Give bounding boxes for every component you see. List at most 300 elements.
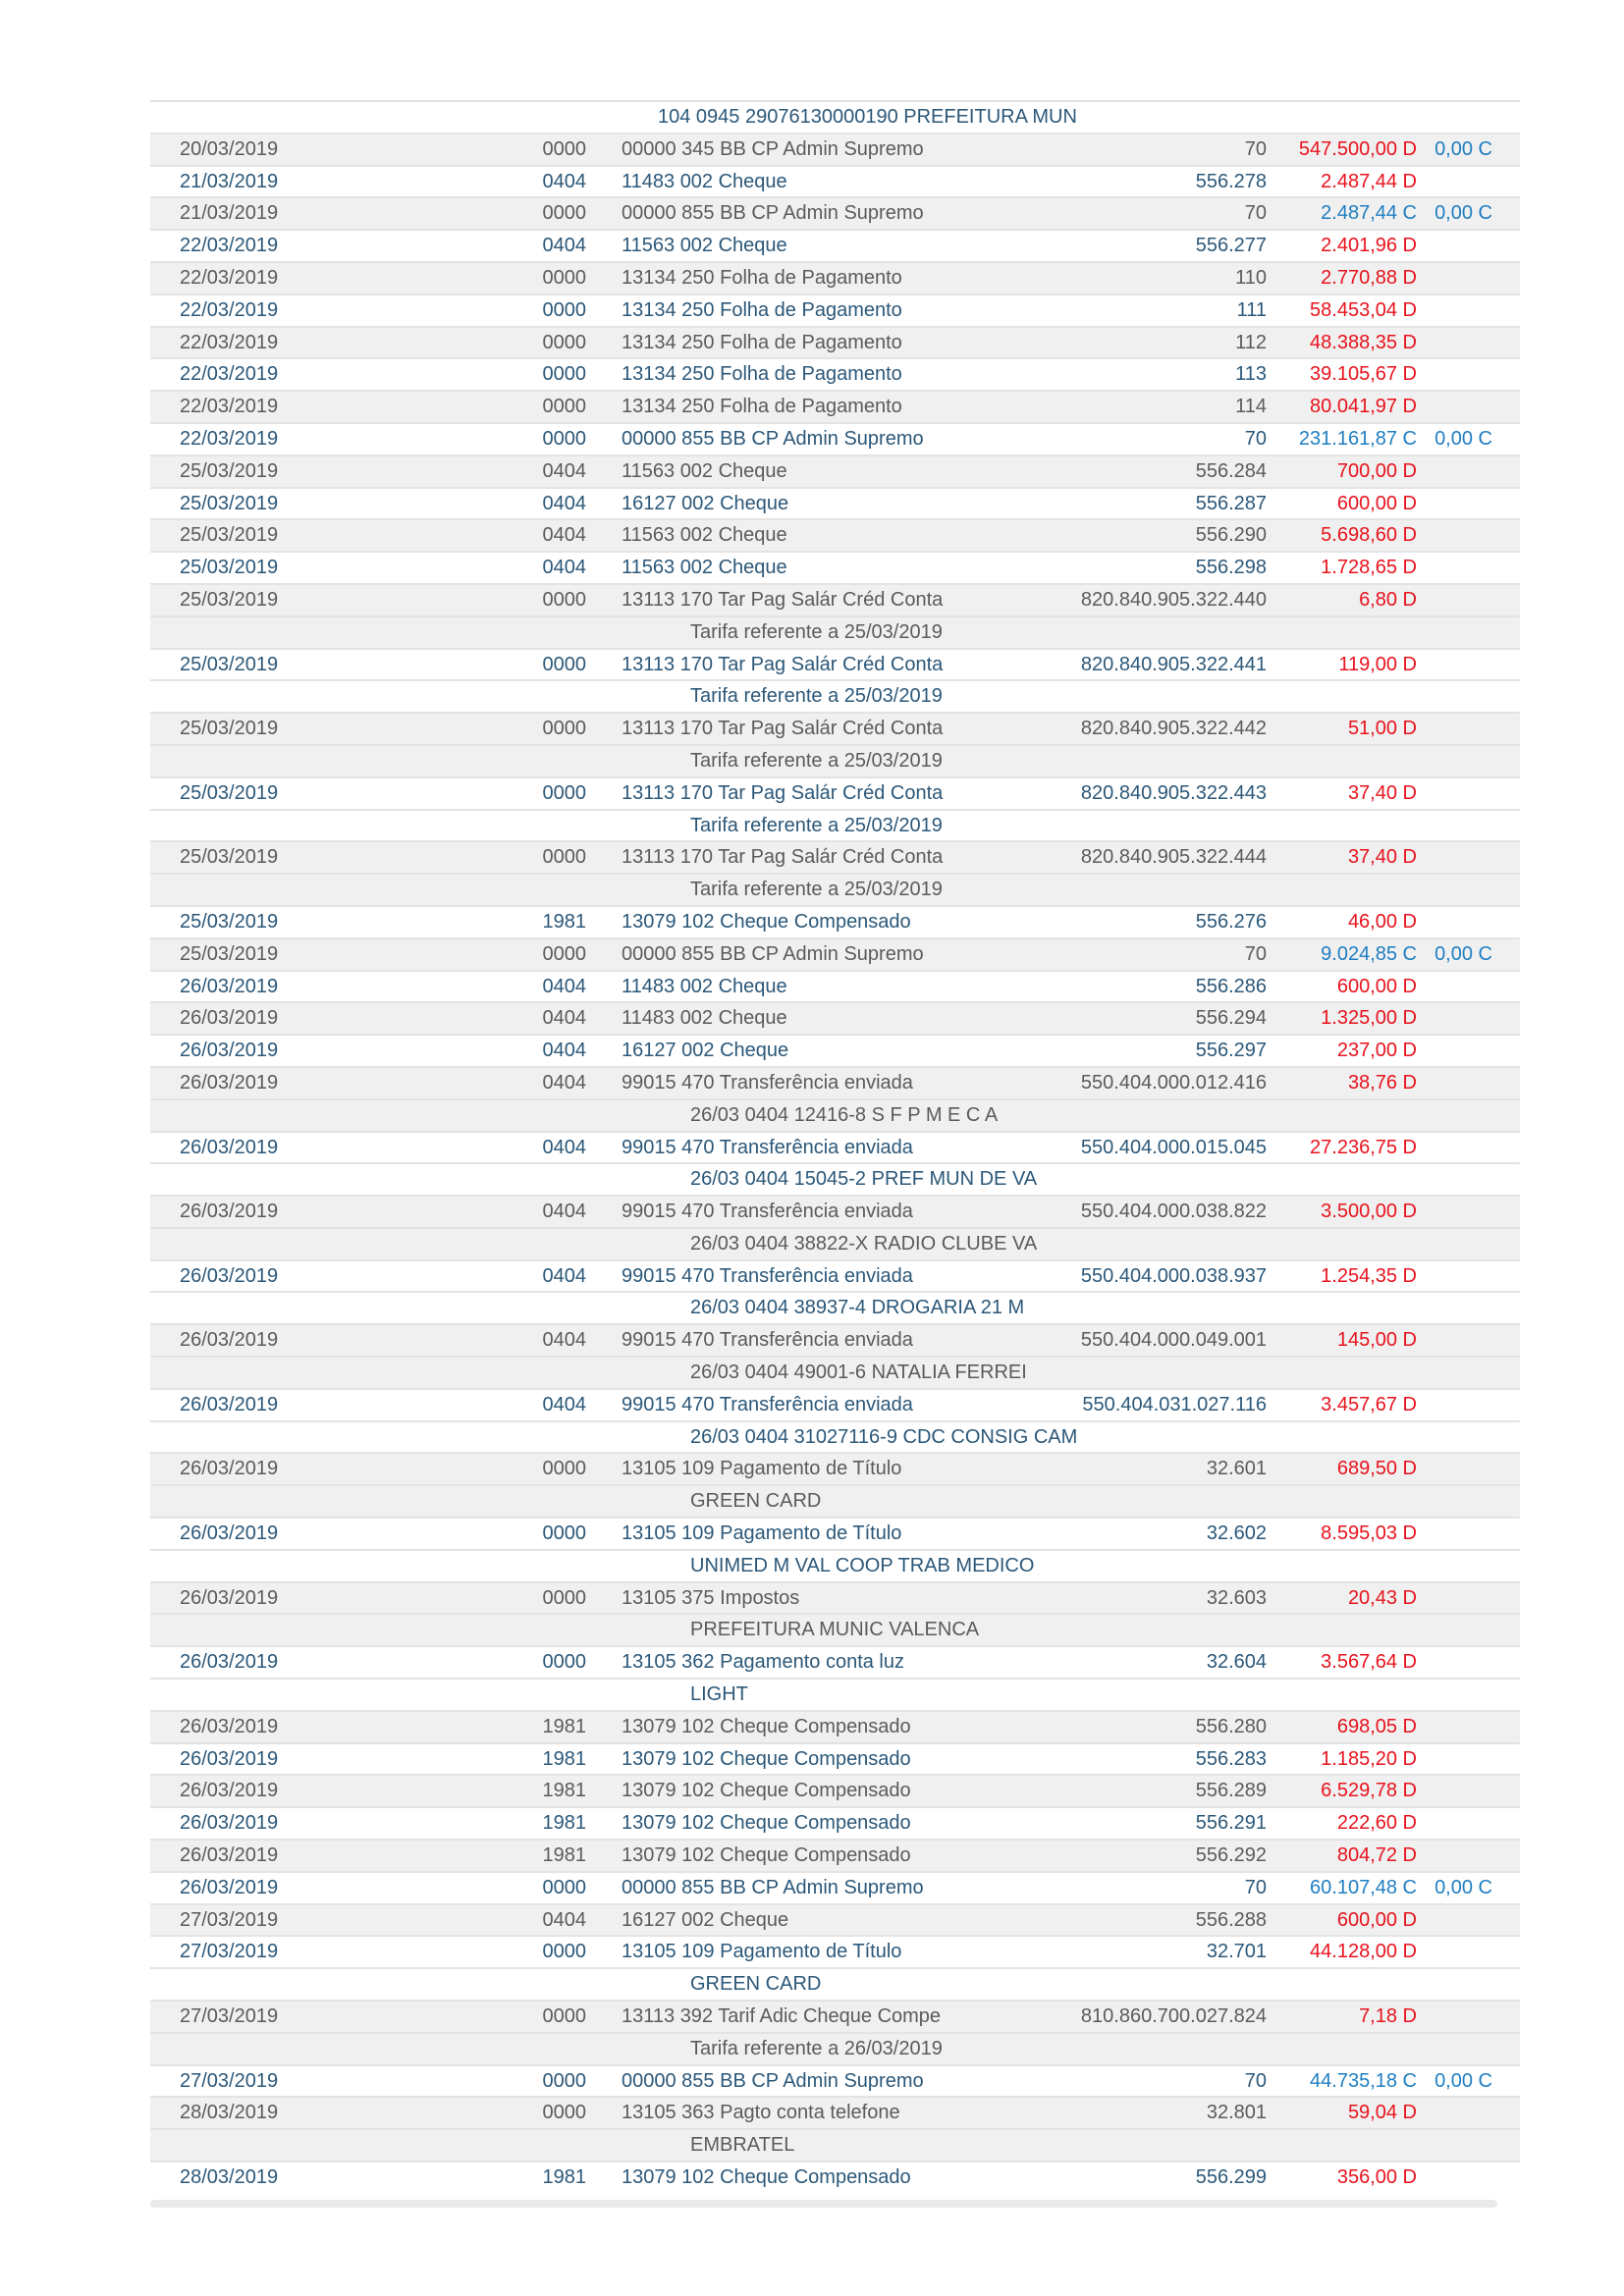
cell-value: 3.457,67 D	[1321, 1393, 1417, 1415]
cell-document: 820.840.905.322.441	[1080, 653, 1267, 675]
cell-value: 3.567,64 D	[1321, 1651, 1417, 1674]
cell-value: 689,50 D	[1336, 1458, 1417, 1480]
cell-date: 25/03/2019	[180, 781, 279, 804]
transaction-row	[150, 551, 1520, 583]
cell-description: 13113 170 Tar Pag Salár Créd Conta	[622, 718, 944, 740]
cell-date: 26/03/2019	[180, 1201, 279, 1223]
cell-detail-text: 26/03 0404 38937-4 DROGARIA 21 M	[690, 1297, 1025, 1319]
cell-balance-value: 0,00 C	[1435, 137, 1492, 160]
cell-document: 556.276	[1195, 910, 1267, 933]
cell-document: 550.404.000.049.001	[1080, 1329, 1267, 1352]
cell-description: 13105 109 Pagamento de Título	[622, 1522, 902, 1545]
cell-document: 70	[1244, 942, 1267, 965]
cell-document: 556.298	[1195, 557, 1267, 579]
cell-date: 26/03/2019	[180, 1651, 279, 1674]
transaction-row	[150, 518, 1520, 551]
transaction-row	[150, 1195, 1520, 1227]
cell-document: 70	[1244, 1876, 1267, 1898]
cell-description: 11563 002 Cheque	[622, 524, 787, 547]
cell-date: 22/03/2019	[180, 427, 279, 450]
cell-description: 00000 855 BB CP Admin Supremo	[622, 942, 924, 965]
cell-date: 26/03/2019	[180, 1071, 279, 1094]
cell-document: 556.294	[1195, 1007, 1267, 1030]
cell-date: 26/03/2019	[180, 1040, 279, 1062]
cell-value: 58.453,04 D	[1310, 298, 1417, 321]
cell-description: 99015 470 Transferência enviada	[622, 1136, 913, 1158]
transaction-detail-row	[150, 2128, 1520, 2161]
transaction-row	[150, 1903, 1520, 1936]
transaction-detail-row	[150, 2032, 1520, 2064]
cell-document: 556.286	[1195, 975, 1267, 997]
cell-branch-code: 0000	[542, 2069, 586, 2092]
transaction-row	[150, 1452, 1520, 1484]
cell-description: 13079 102 Cheque Compensado	[622, 1715, 911, 1737]
cell-date: 28/03/2019	[180, 2102, 279, 2124]
transaction-detail-row	[150, 1613, 1520, 1645]
transaction-row	[150, 487, 1520, 519]
cell-document: 556.288	[1195, 1908, 1267, 1931]
transaction-row	[150, 1645, 1520, 1678]
cell-description: 13079 102 Cheque Compensado	[622, 1780, 911, 1802]
cell-document: 820.840.905.322.443	[1080, 781, 1267, 804]
cell-date: 26/03/2019	[180, 1844, 279, 1867]
cell-document: 32.604	[1206, 1651, 1267, 1674]
cell-description: 00000 855 BB CP Admin Supremo	[622, 2069, 924, 2092]
cell-description: 13079 102 Cheque Compensado	[622, 2166, 911, 2188]
cell-balance-value: 0,00 C	[1435, 202, 1492, 225]
cell-value: 39.105,67 D	[1310, 363, 1417, 386]
cell-document: 556.289	[1195, 1780, 1267, 1802]
cell-balance-value: 0,00 C	[1435, 942, 1492, 965]
cell-description: 11563 002 Cheque	[622, 557, 787, 579]
cell-document: 810.860.700.027.824	[1080, 2005, 1267, 2028]
cell-branch-code: 0404	[542, 1908, 586, 1931]
transaction-row	[150, 1839, 1520, 1871]
cell-description: 13134 250 Folha de Pagamento	[622, 298, 902, 321]
cell-date: 25/03/2019	[180, 942, 279, 965]
cell-date: 22/03/2019	[180, 235, 279, 257]
cell-detail-text: 26/03 0404 31027116-9 CDC CONSIG CAM	[690, 1425, 1078, 1448]
cell-branch-code: 0404	[542, 1393, 586, 1415]
cell-description: 13105 109 Pagamento de Título	[622, 1458, 902, 1480]
cell-branch-code: 0404	[542, 1040, 586, 1062]
transaction-row	[150, 1774, 1520, 1806]
transaction-detail-row	[150, 873, 1520, 905]
cell-value: 2.401,96 D	[1321, 235, 1417, 257]
transaction-row	[150, 1517, 1520, 1549]
cell-description: 99015 470 Transferência enviada	[622, 1393, 913, 1415]
cell-date: 26/03/2019	[180, 1264, 279, 1287]
transaction-row	[150, 165, 1520, 197]
cell-description: 13105 363 Pagto conta telefone	[622, 2102, 900, 2124]
transaction-row	[150, 937, 1520, 970]
cell-document: 550.404.000.038.822	[1080, 1201, 1267, 1223]
transaction-row	[150, 1710, 1520, 1742]
cell-document: 550.404.031.027.116	[1082, 1393, 1267, 1415]
cell-description: 13134 250 Folha de Pagamento	[622, 331, 902, 353]
transaction-detail-row	[150, 679, 1520, 712]
cell-description: 00000 855 BB CP Admin Supremo	[622, 202, 924, 225]
cell-value: 20,43 D	[1347, 1586, 1417, 1609]
transaction-row	[150, 583, 1520, 615]
cell-value: 46,00 D	[1347, 910, 1417, 933]
cell-date: 25/03/2019	[180, 653, 279, 675]
cell-balance-value: 0,00 C	[1435, 1876, 1492, 1898]
cell-description: 13113 170 Tar Pag Salár Créd Conta	[622, 588, 944, 611]
cell-date: 22/03/2019	[180, 396, 279, 418]
cell-value: 60.107,48 C	[1310, 1876, 1417, 1898]
cell-description: 13113 170 Tar Pag Salár Créd Conta	[622, 781, 944, 804]
transaction-row	[150, 712, 1520, 744]
cell-value: 7,18 D	[1359, 2005, 1417, 2028]
cell-date: 22/03/2019	[180, 266, 279, 289]
cell-value: 1.185,20 D	[1321, 1747, 1417, 1770]
cell-document: 820.840.905.322.442	[1080, 718, 1267, 740]
cell-value: 145,00 D	[1336, 1329, 1417, 1352]
transaction-row	[150, 196, 1520, 229]
transaction-row	[150, 133, 1520, 165]
cell-value: 222,60 D	[1336, 1812, 1417, 1835]
cell-branch-code: 0000	[542, 1586, 586, 1609]
cell-date: 25/03/2019	[180, 718, 279, 740]
cell-description: 13105 109 Pagamento de Título	[622, 1941, 902, 1963]
cell-branch-code: 0000	[542, 298, 586, 321]
cell-document: 556.277	[1195, 235, 1267, 257]
cell-branch-code: 0000	[542, 266, 586, 289]
cell-value: 59,04 D	[1347, 2102, 1417, 2124]
cell-branch-code: 0000	[542, 1876, 586, 1898]
cell-value: 37,40 D	[1347, 846, 1417, 869]
cell-date: 22/03/2019	[180, 363, 279, 386]
transaction-row	[150, 648, 1520, 680]
cell-description: 99015 470 Transferência enviada	[622, 1201, 913, 1223]
cell-detail-text: Tarifa referente a 25/03/2019	[690, 620, 943, 643]
cell-value: 1.254,35 D	[1321, 1264, 1417, 1287]
cell-description: 13134 250 Folha de Pagamento	[622, 266, 902, 289]
cell-value: 2.487,44 D	[1321, 170, 1417, 192]
cell-date: 26/03/2019	[180, 1876, 279, 1898]
cell-branch-code: 0000	[542, 202, 586, 225]
cell-date: 26/03/2019	[180, 1329, 279, 1352]
cell-value: 600,00 D	[1336, 975, 1417, 997]
cell-document: 32.801	[1206, 2102, 1267, 2124]
cell-value: 27.236,75 D	[1310, 1136, 1417, 1158]
cell-description: 13079 102 Cheque Compensado	[622, 1844, 911, 1867]
cell-document: 113	[1235, 363, 1267, 386]
cell-description: 16127 002 Cheque	[622, 492, 789, 514]
cell-branch-code: 0000	[542, 942, 586, 965]
cell-branch-code: 0000	[542, 331, 586, 353]
cell-detail-text: GREEN CARD	[690, 1973, 822, 1996]
cell-value: 1.728,65 D	[1321, 557, 1417, 579]
transaction-detail-row	[150, 1420, 1520, 1453]
transaction-row	[150, 326, 1520, 358]
cell-description: 11563 002 Cheque	[622, 459, 787, 482]
cell-document: 556.292	[1195, 1844, 1267, 1867]
cell-description: 16127 002 Cheque	[622, 1040, 789, 1062]
cell-branch-code: 0404	[542, 524, 586, 547]
cell-document: 820.840.905.322.440	[1080, 588, 1267, 611]
cell-document: 111	[1236, 298, 1267, 321]
cell-branch-code: 0000	[542, 718, 586, 740]
cell-branch-code: 0000	[542, 396, 586, 418]
cell-branch-code: 0000	[542, 846, 586, 869]
cell-value: 9.024,85 C	[1321, 942, 1417, 965]
cell-document: 550.404.000.015.045	[1080, 1136, 1267, 1158]
cell-date: 28/03/2019	[180, 2166, 279, 2188]
transaction-row	[150, 1388, 1520, 1420]
cell-branch-code: 0404	[542, 1007, 586, 1030]
cell-value: 237,00 D	[1336, 1040, 1417, 1062]
cell-detail-text: PREFEITURA MUNIC VALENCA	[690, 1619, 980, 1641]
cell-description: 13134 250 Folha de Pagamento	[622, 396, 902, 418]
cell-document: 556.284	[1195, 459, 1267, 482]
cell-branch-code: 1981	[542, 1715, 586, 1737]
cell-description: 11483 002 Cheque	[622, 170, 787, 192]
cell-detail-text: Tarifa referente a 25/03/2019	[690, 749, 943, 772]
cell-detail-text: EMBRATEL	[690, 2134, 795, 2157]
cell-value: 51,00 D	[1347, 718, 1417, 740]
statement-table	[150, 100, 1520, 2193]
cell-document: 32.603	[1206, 1586, 1267, 1609]
transaction-row	[150, 1131, 1520, 1163]
cell-balance-value: 0,00 C	[1435, 2069, 1492, 2092]
cell-description: 13113 392 Tarif Adic Cheque Compe	[622, 2005, 942, 2028]
cell-detail-text: Tarifa referente a 26/03/2019	[690, 2037, 943, 2059]
cell-description: 00000 345 BB CP Admin Supremo	[622, 137, 924, 160]
cell-branch-code: 0404	[542, 1264, 586, 1287]
transaction-row	[150, 1935, 1520, 1967]
cell-branch-code: 0000	[542, 1941, 586, 1963]
cell-branch-code: 0404	[542, 1071, 586, 1094]
transaction-row	[150, 261, 1520, 294]
cell-value: 8.595,03 D	[1321, 1522, 1417, 1545]
cell-description: 13079 102 Cheque Compensado	[622, 1747, 911, 1770]
cell-date: 25/03/2019	[180, 557, 279, 579]
cell-document: 110	[1235, 266, 1267, 289]
cell-date: 22/03/2019	[180, 331, 279, 353]
cell-branch-code: 1981	[542, 1844, 586, 1867]
transaction-detail-row	[150, 1098, 1520, 1131]
cell-value: 2.770,88 D	[1321, 266, 1417, 289]
cell-detail-text: LIGHT	[690, 1683, 748, 1706]
cell-value: 600,00 D	[1336, 1908, 1417, 1931]
cell-description: 99015 470 Transferência enviada	[622, 1329, 913, 1352]
cell-branch-code: 1981	[542, 1747, 586, 1770]
cell-document: 556.280	[1195, 1715, 1267, 1737]
cell-value: 3.500,00 D	[1321, 1201, 1417, 1223]
cell-document: 112	[1235, 331, 1267, 353]
transaction-row	[150, 1581, 1520, 1614]
cell-date: 26/03/2019	[180, 1747, 279, 1770]
cell-branch-code: 0404	[542, 459, 586, 482]
cell-document: 556.278	[1195, 170, 1267, 192]
cell-date: 25/03/2019	[180, 492, 279, 514]
cell-branch-code: 0404	[542, 1201, 586, 1223]
transaction-detail-row	[150, 1484, 1520, 1517]
cell-branch-code: 0000	[542, 1651, 586, 1674]
transaction-row	[150, 776, 1520, 809]
cell-description: 00000 855 BB CP Admin Supremo	[622, 1876, 924, 1898]
transaction-row	[150, 1323, 1520, 1356]
cell-branch-code: 0404	[542, 170, 586, 192]
transaction-row	[150, 1066, 1520, 1098]
cell-document: 550.404.000.038.937	[1080, 1264, 1267, 1287]
cell-description: 16127 002 Cheque	[622, 1908, 789, 1931]
cell-branch-code: 0404	[542, 1136, 586, 1158]
transaction-row	[150, 2064, 1520, 2097]
transaction-detail-row	[150, 615, 1520, 648]
transaction-detail-row	[150, 1549, 1520, 1581]
transaction-row	[150, 1259, 1520, 1292]
cell-branch-code: 0000	[542, 2102, 586, 2124]
transaction-detail-row	[150, 809, 1520, 841]
cell-date: 25/03/2019	[180, 459, 279, 482]
cell-branch-code: 0404	[542, 1329, 586, 1352]
cell-detail-text: 26/03 0404 12416-8 S F P M E C A	[690, 1103, 999, 1126]
cell-value: 600,00 D	[1336, 492, 1417, 514]
cell-detail-text: Tarifa referente a 25/03/2019	[690, 879, 943, 901]
transaction-row	[150, 229, 1520, 261]
transaction-row	[150, 1742, 1520, 1775]
cell-branch-code: 0000	[542, 363, 586, 386]
cell-branch-code: 0000	[542, 781, 586, 804]
cell-date: 26/03/2019	[180, 1812, 279, 1835]
transaction-row	[150, 2161, 1520, 2193]
cell-description: 99015 470 Transferência enviada	[622, 1071, 913, 1094]
cell-detail-text: 26/03 0404 38822-X RADIO CLUBE VA	[690, 1232, 1038, 1255]
cell-value: 700,00 D	[1336, 459, 1417, 482]
table-bottom-bar	[150, 2200, 1497, 2208]
cell-description: 13134 250 Folha de Pagamento	[622, 363, 902, 386]
transaction-row	[150, 1806, 1520, 1839]
cell-branch-code: 0000	[542, 2005, 586, 2028]
carryover-header-row	[150, 100, 1520, 133]
cell-date: 27/03/2019	[180, 2069, 279, 2092]
cell-document: 70	[1244, 2069, 1267, 2092]
cell-detail-text: 26/03 0404 49001-6 NATALIA FERREI	[690, 1362, 1027, 1384]
cell-document: 70	[1244, 427, 1267, 450]
cell-document: 556.287	[1195, 492, 1267, 514]
cell-value: 37,40 D	[1347, 781, 1417, 804]
cell-document: 32.601	[1206, 1458, 1267, 1480]
cell-description: 13079 102 Cheque Compensado	[622, 1812, 911, 1835]
cell-branch-code: 0000	[542, 1522, 586, 1545]
cell-description: 13105 362 Pagamento conta luz	[622, 1651, 904, 1674]
cell-date: 27/03/2019	[180, 1941, 279, 1963]
cell-value: 119,00 D	[1338, 653, 1417, 675]
cell-detail-text: GREEN CARD	[690, 1490, 822, 1513]
cell-date: 25/03/2019	[180, 910, 279, 933]
cell-document: 550.404.000.012.416	[1080, 1071, 1267, 1094]
cell-value: 5.698,60 D	[1321, 524, 1417, 547]
cell-detail-text: Tarifa referente a 25/03/2019	[690, 814, 943, 836]
transaction-detail-row	[150, 744, 1520, 776]
transaction-detail-row	[150, 1356, 1520, 1388]
cell-branch-code: 0000	[542, 137, 586, 160]
transaction-row	[150, 390, 1520, 422]
cell-branch-code: 0000	[542, 653, 586, 675]
cell-date: 20/03/2019	[180, 137, 279, 160]
cell-branch-code: 0404	[542, 557, 586, 579]
cell-date: 21/03/2019	[180, 202, 279, 225]
cell-document: 32.602	[1206, 1522, 1267, 1545]
cell-value: 2.487,44 C	[1321, 202, 1417, 225]
transaction-detail-row	[150, 1967, 1520, 2000]
cell-branch-code: 0404	[542, 492, 586, 514]
transaction-row	[150, 840, 1520, 873]
transaction-row	[150, 1001, 1520, 1034]
cell-value: 698,05 D	[1336, 1715, 1417, 1737]
transaction-detail-row	[150, 1291, 1520, 1323]
cell-value: 356,00 D	[1336, 2166, 1417, 2188]
cell-date: 26/03/2019	[180, 1458, 279, 1480]
carryover-header-text: 104 0945 29076130000190 PREFEITURA MUN	[658, 106, 1077, 128]
cell-date: 25/03/2019	[180, 588, 279, 611]
cell-value: 804,72 D	[1336, 1844, 1417, 1867]
cell-date: 26/03/2019	[180, 1715, 279, 1737]
cell-date: 22/03/2019	[180, 298, 279, 321]
cell-date: 26/03/2019	[180, 1136, 279, 1158]
cell-description: 13113 170 Tar Pag Salár Créd Conta	[622, 846, 944, 869]
cell-document: 556.290	[1195, 524, 1267, 547]
cell-date: 26/03/2019	[180, 1393, 279, 1415]
cell-date: 26/03/2019	[180, 1586, 279, 1609]
cell-document: 556.299	[1195, 2166, 1267, 2188]
cell-value: 547.500,00 D	[1298, 137, 1417, 160]
cell-branch-code: 1981	[542, 2166, 586, 2188]
cell-value: 44.128,00 D	[1310, 1941, 1417, 1963]
cell-branch-code: 1981	[542, 910, 586, 933]
cell-detail-text: Tarifa referente a 25/03/2019	[690, 685, 943, 708]
cell-date: 26/03/2019	[180, 1522, 279, 1545]
transaction-row	[150, 970, 1520, 1002]
cell-value: 6,80 D	[1359, 588, 1417, 611]
transaction-row	[150, 357, 1520, 390]
cell-date: 26/03/2019	[180, 1780, 279, 1802]
cell-document: 556.283	[1195, 1747, 1267, 1770]
cell-document: 70	[1244, 137, 1267, 160]
transaction-row	[150, 2096, 1520, 2128]
cell-document: 114	[1235, 396, 1267, 418]
cell-value: 1.325,00 D	[1321, 1007, 1417, 1030]
transaction-row	[150, 454, 1520, 487]
transaction-row	[150, 1871, 1520, 1903]
cell-description: 11483 002 Cheque	[622, 975, 787, 997]
cell-value: 231.161,87 C	[1298, 427, 1417, 450]
cell-document: 820.840.905.322.444	[1080, 846, 1267, 869]
cell-balance-value: 0,00 C	[1435, 427, 1492, 450]
cell-description: 13113 170 Tar Pag Salár Créd Conta	[622, 653, 944, 675]
cell-description: 99015 470 Transferência enviada	[622, 1264, 913, 1287]
transaction-detail-row	[150, 1162, 1520, 1195]
cell-branch-code: 0404	[542, 235, 586, 257]
cell-value: 44.735,18 C	[1310, 2069, 1417, 2092]
cell-value: 6.529,78 D	[1321, 1780, 1417, 1802]
cell-document: 556.291	[1195, 1812, 1267, 1835]
cell-description: 00000 855 BB CP Admin Supremo	[622, 427, 924, 450]
cell-description: 11563 002 Cheque	[622, 235, 787, 257]
transaction-detail-row	[150, 1678, 1520, 1710]
cell-document: 32.701	[1206, 1941, 1267, 1963]
cell-description: 13105 375 Impostos	[622, 1586, 800, 1609]
cell-branch-code: 0000	[542, 427, 586, 450]
cell-branch-code: 0000	[542, 1458, 586, 1480]
cell-branch-code: 0000	[542, 588, 586, 611]
cell-date: 21/03/2019	[180, 170, 279, 192]
cell-date: 25/03/2019	[180, 846, 279, 869]
cell-value: 80.041,97 D	[1310, 396, 1417, 418]
